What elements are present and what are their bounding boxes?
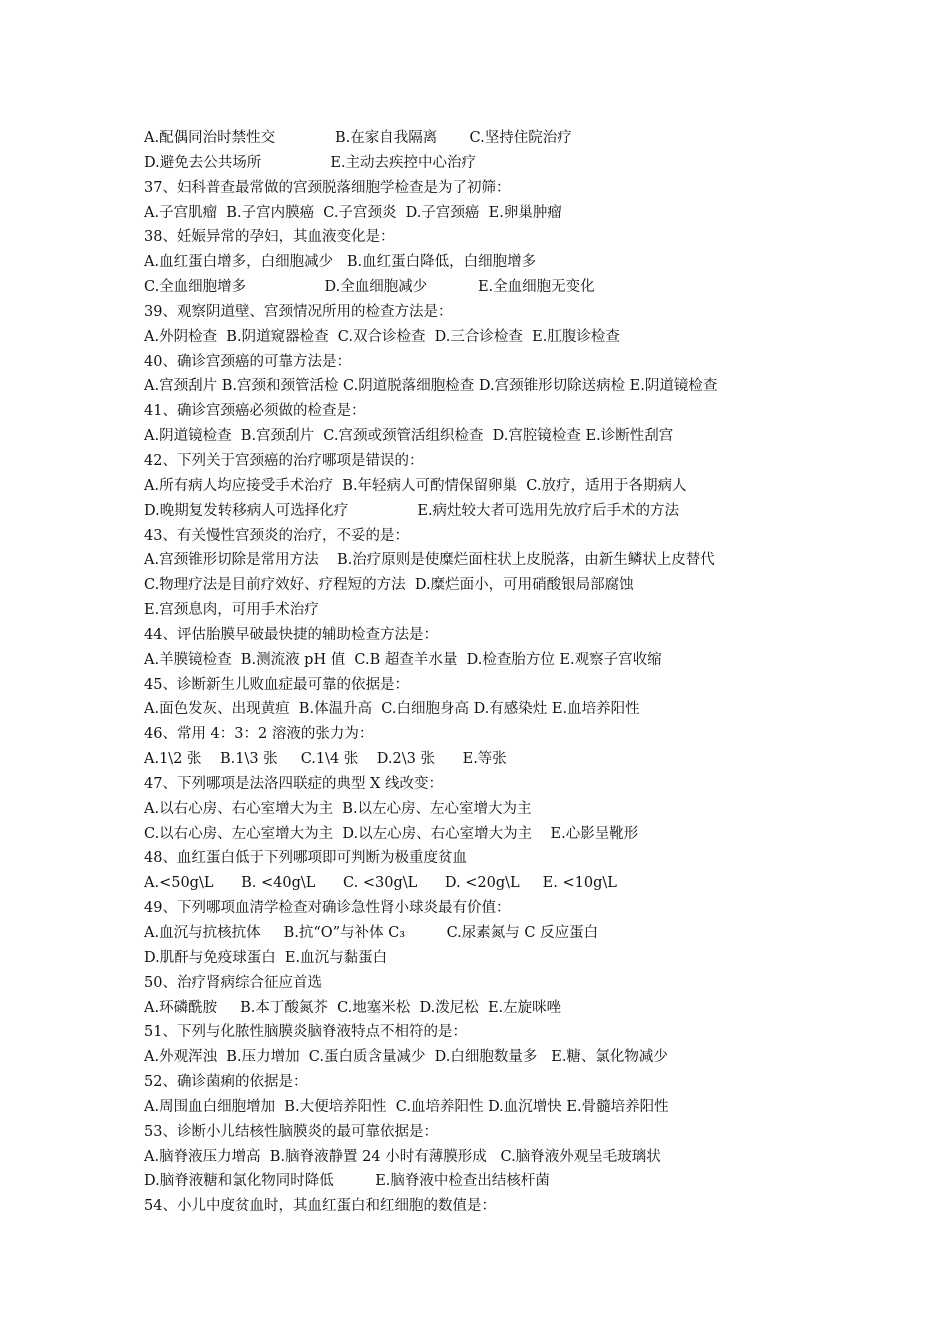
text-line: A.<50g\L B. <40g\L C. <30g\L D. <20g\L E. <10g\L: [144, 875, 617, 892]
text-line: A.阴道镜检查 B.宫颈刮片 C.宫颈或颈管活组织检查 D.宫腔镜检查 E.诊断性刮宫: [144, 428, 674, 445]
text-line: A.所有病人均应接受手术治疗 B.年轻病人可酌情保留卵巢 C.放疗，适用于各期病人: [144, 477, 687, 494]
text-line: A.以右心房、右心室增大为主 B.以左心房、左心室增大为主: [144, 800, 532, 817]
text-line: A.环磷酰胺 B.本丁酸氮芥 C.地塞米松 D.泼尼松 E.左旋咪唑: [144, 999, 562, 1016]
text-line: 53、诊断小儿结核性脑膜炎的最可靠依据是：: [144, 1123, 438, 1140]
text-line: D.脑脊液糖和氯化物同时降低 E.脑脊液中检查出结核杆菌: [144, 1173, 550, 1190]
text-line: C.全血细胞增多 D.全血细胞减少 E.全血细胞无变化: [144, 279, 595, 296]
text-line: 48、血红蛋白低于下列哪项即可判断为极重度贫血: [144, 850, 467, 867]
text-line: 49、下列哪项血清学检查对确诊急性肾小球炎最有价值：: [144, 900, 511, 917]
text-line: A.宫颈刮片 B.宫颈和颈管活检 C.阴道脱落细胞检查 D.宫颈锥形切除送病检 E.阴道镜检查: [144, 378, 718, 395]
text-line: 51、下列与化脓性脑膜炎脑脊液特点不相符的是：: [144, 1024, 467, 1041]
text-line: D.晚期复发转移病人可选择化疗 E.病灶较大者可选用先放疗后手术的方法: [144, 502, 680, 519]
text-line: 52、确诊菌痢的依据是：: [144, 1074, 308, 1091]
text-line: D.避免去公共场所 E.主动去疾控中心治疗: [144, 154, 477, 171]
text-line: A.羊膜镜检查 B.测流液 pH 值 C.B 超查羊水量 D.检查胎方位 E.观察子宫收缩: [144, 651, 662, 668]
text-line: 44、评估胎膜早破最快捷的辅助检查方法是：: [144, 626, 438, 643]
text-line: 38、妊娠异常的孕妇，其血液变化是：: [144, 229, 395, 246]
text-line: 40、确诊宫颈癌的可靠方法是：: [144, 353, 351, 370]
text-line: A.宫颈锥形切除是常用方法 B.治疗原则是使糜烂面柱状上皮脱落，由新生鳞状上皮替代: [144, 552, 715, 569]
text-line: A.子宫肌瘤 B.子宫内膜癌 C.子宫颈炎 D.子宫颈癌 E.卵巢肿瘤: [144, 204, 562, 221]
text-line: 43、有关慢性宫颈炎的治疗，不妥的是：: [144, 527, 409, 544]
text-line: A.外观浑浊 B.压力增加 C.蛋白质含量减少 D.白细胞数量多 E.糖、氯化物减少: [144, 1049, 668, 1066]
text-line: A.血红蛋白增多，白细胞减少 B.血红蛋白降低，白细胞增多: [144, 254, 537, 271]
text-line: A.血沉与抗核抗体 B.抗“O”与补体 C₃ C.尿素氮与 C 反应蛋白: [144, 925, 599, 941]
text-line: 41、确诊宫颈癌必须做的检查是：: [144, 403, 366, 420]
text-line: A.配偶同治时禁性交 B.在家自我隔离 C.坚持住院治疗: [144, 130, 572, 146]
document-page: [144, 126, 844, 1219]
text-line: 45、诊断新生儿败血症最可靠的依据是：: [144, 676, 409, 693]
text-line: 37、妇科普查最常做的宫颈脱落细胞学检查是为了初筛：: [144, 179, 511, 196]
text-line: C.物理疗法是目前疗效好、疗程短的方法 D.糜烂面小，可用硝酸银局部腐蚀: [144, 577, 634, 594]
text-line: 50、治疗肾病综合征应首选: [144, 974, 322, 991]
text-line: A.周围血白细胞增加 B.大便培养阳性 C.血培养阳性 D.血沉增快 E.骨髓培养阳性: [144, 1098, 669, 1115]
text-line: A.1\2 张 B.1\3 张 C.1\4 张 D.2\3 张 E.等张: [144, 751, 507, 768]
text-line: C.以右心房、左心室增大为主 D.以左心房、右心室增大为主 E.心影呈靴形: [144, 825, 639, 842]
text-line: A.面色发灰、出现黄疸 B.体温升高 C.白细胞身高 D.有感染灶 E.血培养阳性: [144, 701, 640, 718]
text-line: 47、下列哪项是法洛四联症的典型 X 线改变：: [144, 775, 443, 792]
text-line: A.脑脊液压力增高 B.脑脊液静置 24 小时有薄膜形成 C.脑脊液外观呈毛玻璃状: [144, 1148, 661, 1165]
text-line: A.外阴检查 B.阴道窥器检查 C.双合诊检查 D.三合诊检查 E.肛腹诊检查: [144, 328, 620, 345]
text-line: D.肌酐与免疫球蛋白 E.血沉与黏蛋白: [144, 949, 388, 966]
text-line: E.宫颈息肉，可用手术治疗: [144, 602, 319, 619]
text-line: 42、下列关于宫颈癌的治疗哪项是错误的：: [144, 452, 424, 469]
text-line: 54、小儿中度贫血时，其血红蛋白和红细胞的数值是：: [144, 1198, 496, 1215]
text-line: 46、常用 4：3：2 溶液的张力为：: [144, 726, 374, 743]
text-line: 39、观察阴道壁、宫颈情况所用的检查方法是：: [144, 303, 453, 320]
